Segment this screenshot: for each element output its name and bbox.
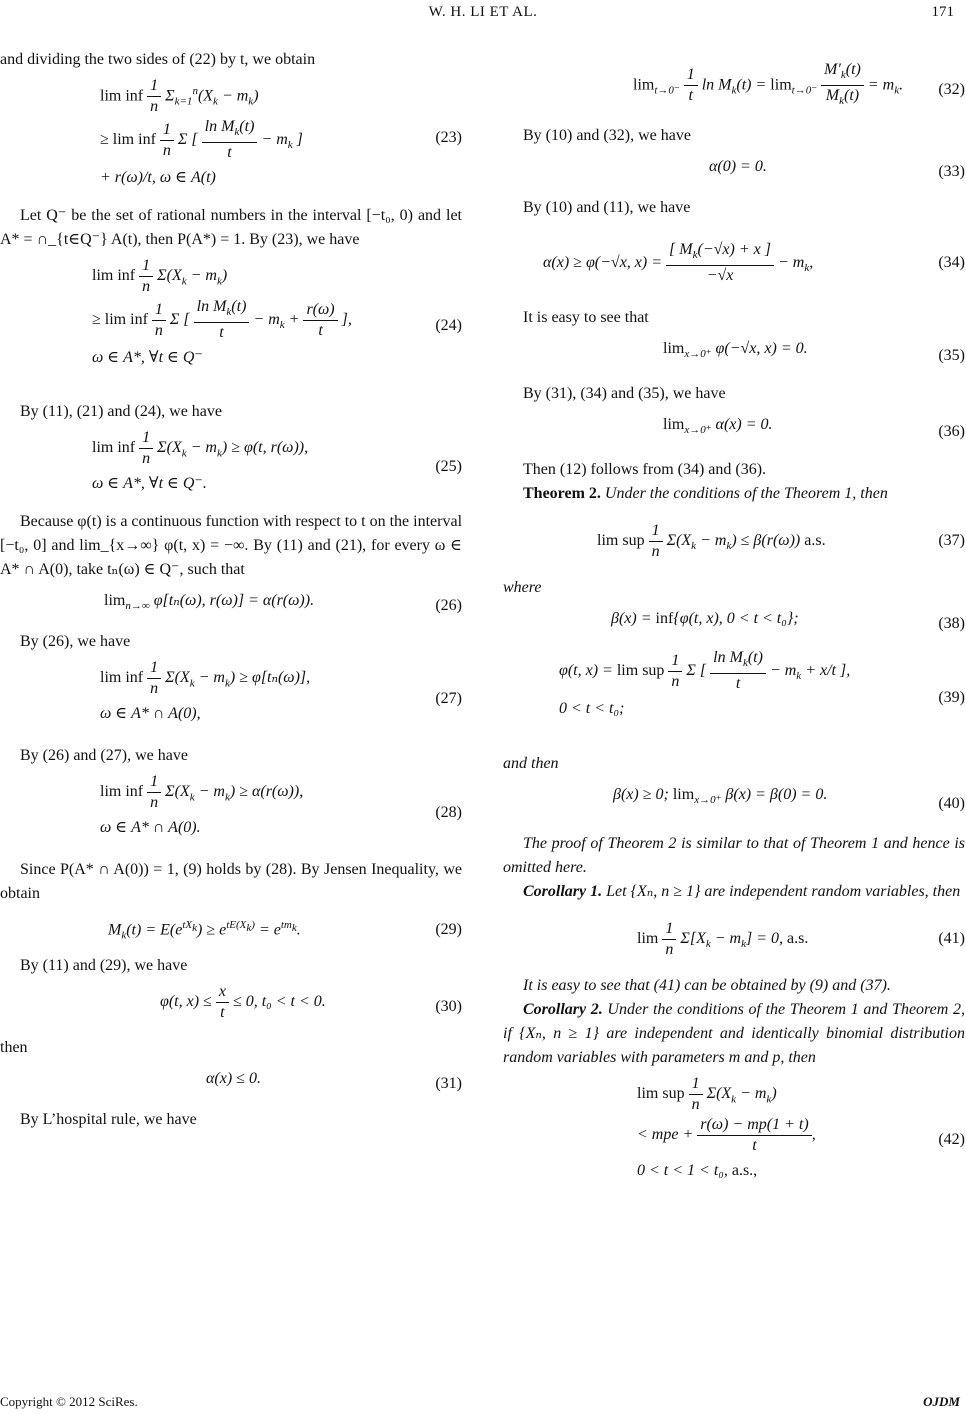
equation-28: lim inf $\frac{1}{n}$ $\Sigma(X_k - m_k) \ge \alpha(r(\omega))$, ω ∈ A* ∩ A(0). (28) bbox=[100, 773, 462, 836]
equation-40: β(x) ≥ 0; $\lim_{x\to 0^+} \beta(x) = \beta(0) = 0$. (40) bbox=[613, 786, 965, 812]
equation-31: α(x) ≤ 0. (31) bbox=[206, 1070, 462, 1092]
equation-number: (30) bbox=[435, 998, 462, 1015]
equation-number: (29) bbox=[435, 921, 462, 938]
equation-number: (23) bbox=[435, 129, 462, 146]
paragraph: Then (12) follows from (34) and (36). bbox=[523, 461, 767, 478]
paragraph: It is easy to see that (41) can be obtained by (9) and (37). bbox=[523, 977, 891, 994]
equation-33: α(0) = 0. (33) bbox=[709, 158, 965, 180]
equation-number: (28) bbox=[435, 804, 462, 821]
equation-25: lim inf $\frac{1}{n}$ $\Sigma(X_k - m_k) \ge \varphi(t$, r(ω)), ω ∈ A*, ∀t ∈ Q⁻. (25) bbox=[92, 429, 462, 492]
corollary-label: Corollary 2. bbox=[523, 1001, 603, 1018]
page-number: 171 bbox=[931, 4, 954, 20]
theorem-2 bbox=[503, 482, 965, 506]
theorem-label: Theorem 2. bbox=[523, 485, 601, 502]
corollary-1 bbox=[503, 880, 965, 904]
equation-26: $\lim_{n\to\infty} \varphi[t_n(\omega)$, r(ω)] = α(r(ω)). (26) bbox=[104, 592, 462, 614]
corollary-2 bbox=[503, 998, 965, 1070]
equation-number: (33) bbox=[938, 163, 965, 180]
copyright: Copyright © 2012 SciRes. bbox=[0, 1394, 138, 1409]
equation-number: (39) bbox=[938, 689, 965, 706]
paragraph: and dividing the two sides of (22) by t, we obtain bbox=[0, 51, 316, 68]
right-column bbox=[503, 56, 965, 1210]
paragraph: By (11) and (29), we have bbox=[20, 957, 188, 974]
equation-number: (32) bbox=[938, 81, 965, 98]
equation-number: (40) bbox=[938, 795, 965, 812]
paragraph: Because φ(t) is a continuous function with respect to t on the interval [−t₀, 0] and lim_{x→∞} φ(t, x) = −∞. By (11) and (21), for every ω ∈ A* ∩ A(0), take tₙ(ω) ∈ Q⁻, such that bbox=[0, 513, 463, 578]
paragraph: The proof of Theorem 2 is similar to that of Theorem 1 and hence is omitted here. bbox=[503, 835, 965, 876]
theorem-text: Under the conditions of the Theorem 1, then bbox=[600, 485, 888, 502]
running-title: W. H. LI ET AL. bbox=[428, 4, 538, 20]
equation-38: β(x) = inf{φ(t, x), 0 < t < t₀}; (38) bbox=[611, 610, 965, 632]
left-column bbox=[0, 48, 462, 1132]
paragraph: and then bbox=[503, 755, 559, 772]
paragraph: By (26) and (27), we have bbox=[20, 747, 188, 764]
equation-number: (37) bbox=[938, 532, 965, 549]
paragraph: Since P(A* ∩ A(0)) = 1, (9) holds by (28). By Jensen Inequality, we obtain bbox=[0, 861, 462, 902]
paragraph: It is easy to see that bbox=[523, 309, 649, 326]
equation-39: φ(t, x) = lim sup $\frac{1}{n}$ Σ [ $\frac{\ln M_k(t)}{t}$ − $m_k + x/t$ ], 0 < t < t₀; (39) bbox=[559, 649, 965, 718]
equation-34: α(x) ≥ φ(−√x, x) = $\frac{[ M_k(-√x) + x ]}{-√x}$ − $m_k$, (34) bbox=[543, 241, 965, 285]
equation-35: $\lim_{x\to 0^+} \varphi(-√x$, x) = 0. (35) bbox=[663, 340, 965, 364]
equation-number: (31) bbox=[435, 1075, 462, 1092]
paragraph: By (11), (21) and (24), we have bbox=[20, 403, 223, 420]
paragraph: By (10) and (11), we have bbox=[523, 199, 691, 216]
equation-42: lim sup $\frac{1}{n}$ $\Sigma(X_k - m_k)$ < mpe + $\frac{r(\omega) - mp(1 + t)}{t}$ , 0 < t < 1 < t₀, a.s., (42) bbox=[637, 1075, 965, 1179]
equation-number: (26) bbox=[435, 597, 462, 614]
equation-41: lim $\frac{1}{n}$ $\Sigma[X_k - m_k] = 0$, a.s. (41) bbox=[637, 919, 965, 958]
equation-number: (36) bbox=[938, 423, 965, 440]
equation-number: (25) bbox=[435, 458, 462, 475]
equation-30: φ(t, x) ≤ $\frac{x}{t}$ ≤ 0, t₀ < t < 0. (30) bbox=[160, 983, 462, 1021]
paragraph: then bbox=[0, 1039, 28, 1056]
equation-number: (27) bbox=[435, 690, 462, 707]
equation-37: lim sup $\frac{1}{n}$ $\Sigma(X_k - m_k) \le \beta(r(\omega))$ a.s. (37) bbox=[597, 521, 965, 560]
equation-number: (24) bbox=[435, 317, 462, 334]
paragraph: where bbox=[503, 579, 542, 596]
paragraph: Let Q⁻ be the set of rational numbers in the interval [−t₀, 0) and let A* = ∩_{t∈Q⁻} A(t), then P(A*) = 1. By (23), we have bbox=[0, 207, 462, 248]
equation-24: lim inf $\frac{1}{n}$ $\Sigma(X_k - m_k)$ ≥ lim inf $\frac{1}{n}$ Σ [ $\frac{\ln M_k(t)}{t}$ − $m_k$ + $\frac{r(\omega)}{t}$ ], ω ∈ A*, ∀t ∈ Q⁻ (24) bbox=[92, 257, 462, 367]
equation-number: (38) bbox=[938, 615, 965, 632]
corollary-label: Corollary 1. bbox=[523, 883, 603, 900]
equation-number: (34) bbox=[938, 254, 965, 271]
paragraph: By (31), (34) and (35), we have bbox=[523, 385, 726, 402]
equation-number: (41) bbox=[938, 930, 965, 947]
equation-number: (35) bbox=[938, 347, 965, 364]
journal-name: OJDM bbox=[923, 1394, 960, 1409]
paragraph: By (10) and (32), we have bbox=[523, 127, 691, 144]
equation-32: $\lim_{t\to 0^-}$ $\frac{1}{t}$ $\ln M_k(t) = \lim_{t\to 0^-}$ $\frac{M'_k(t)}{M_k(t)}$ = $m_k$. (32) bbox=[633, 61, 965, 108]
corollary-text: Let {Xₙ, n ≥ 1} are independent random variables, then bbox=[602, 883, 961, 900]
equation-number: (42) bbox=[938, 1131, 965, 1148]
paragraph: By L’hospital rule, we have bbox=[20, 1111, 197, 1128]
paragraph: By (26), we have bbox=[20, 633, 131, 650]
equation-23: lim inf $\frac{1}{n}$ $\Sigma_{k=1}^n(X_k - m_k)$ ≥ lim inf $\frac{1}{n}$ Σ [ $\frac{\ln M_k(t)}{t}$ − $m_k$ ] + r(ω)/t, ω ∈ A(t) (23) bbox=[100, 77, 462, 187]
equation-27: lim inf $\frac{1}{n}$ $\Sigma(X_k - m_k) \ge \varphi[t_n(\omega)]$, ω ∈ A* ∩ A(0), (27) bbox=[100, 659, 462, 722]
corollary-text: Under the conditions of the Theorem 1 and Theorem 2, if {Xₙ, n ≥ 1} are independent and identically binomial distribution random variables with parameters m and p, then bbox=[503, 1001, 965, 1066]
equation-36: $\lim_{x\to 0^+} \alpha(x) = 0$. (36) bbox=[663, 416, 965, 440]
equation-29: $M_k(t) = E(e^{tX_k}) \ge e^{tE(X_k)} = e^{tm_k}$. (29) bbox=[108, 919, 462, 942]
